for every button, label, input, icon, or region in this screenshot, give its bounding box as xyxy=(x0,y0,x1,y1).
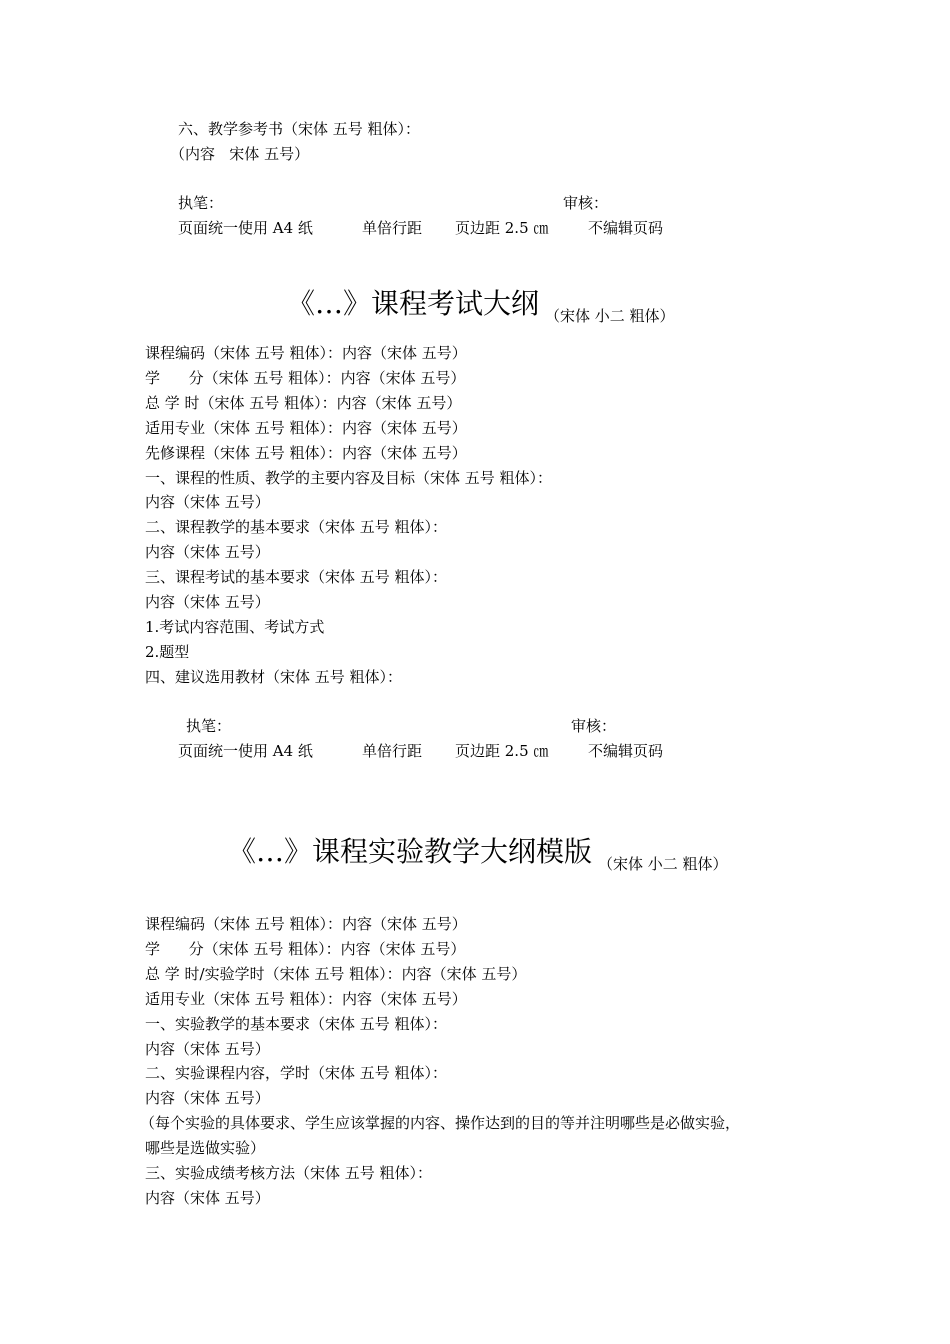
body-line: 内容（宋体 五号） xyxy=(145,593,270,611)
format-page-number: 不编辑页码 xyxy=(588,219,664,237)
body-line: 内容（宋体 五号） xyxy=(145,543,270,562)
writer-label: 执笔： xyxy=(186,717,232,735)
reviewer-label: 审核： xyxy=(563,194,609,212)
writer-label: 执笔： xyxy=(178,194,224,212)
lab-outline-title-block xyxy=(228,834,728,874)
body-line: 四、建议选用教材（宋体 五号 粗体）： xyxy=(145,667,403,686)
format-note-row-1 xyxy=(0,218,950,238)
body-line: 课程编码（宋体 五号 粗体）：内容（宋体 五号） xyxy=(145,915,467,933)
body-line: 三、实验成绩考核方法（宋体 五号 粗体）： xyxy=(145,1164,433,1182)
body-line: 二、课程教学的基本要求（宋体 五号 粗体）： xyxy=(145,518,448,537)
body-line: （每个实验的具体要求、学生应该掌握的内容、操作达到的目的等并注明哪些是必做实验， xyxy=(140,1114,741,1133)
body-line: 总 学 时/实验学时（宋体 五号 粗体）：内容（宋体 五号） xyxy=(145,964,527,983)
references-content-note: （内容 宋体 五号） xyxy=(170,145,310,163)
body-line: 二、实验课程内容，学时（宋体 五号 粗体）： xyxy=(145,1064,448,1083)
body-line: 内容（宋体 五号） xyxy=(145,1039,270,1058)
format-page-number: 不编辑页码 xyxy=(588,742,664,760)
format-margin: 页边距 2.5 ㎝ xyxy=(455,742,549,760)
body-line: 学 分（宋体 五号 粗体）：内容（宋体 五号） xyxy=(145,368,466,387)
format-margin: 页边距 2.5 ㎝ xyxy=(455,219,549,237)
references-heading: 六、教学参考书（宋体 五号 粗体）： xyxy=(178,120,421,138)
signature-row-1 xyxy=(0,193,950,213)
body-line: 学 分（宋体 五号 粗体）：内容（宋体 五号） xyxy=(145,939,466,958)
body-line: 三、课程考试的基本要求（宋体 五号 粗体）： xyxy=(145,568,448,587)
format-paper: 页面统一使用 A4 纸 xyxy=(178,742,313,760)
body-line: 课程编码（宋体 五号 粗体）：内容（宋体 五号） xyxy=(145,344,467,362)
body-line: 先修课程（宋体 五号 粗体）：内容（宋体 五号） xyxy=(145,443,467,462)
format-spacing: 单倍行距 xyxy=(362,219,423,237)
body-line: 内容（宋体 五号） xyxy=(145,1089,270,1108)
exam-outline-title-note: （宋体 小二 粗体） xyxy=(545,307,675,325)
body-line: 2.题型 xyxy=(145,642,190,661)
format-paper: 页面统一使用 A4 纸 xyxy=(178,219,313,237)
reviewer-label: 审核： xyxy=(571,717,617,735)
format-spacing: 单倍行距 xyxy=(362,742,423,760)
exam-outline-title: 《…》课程考试大纲 xyxy=(287,287,540,320)
lab-outline-title-note: （宋体 小二 粗体） xyxy=(598,855,728,873)
signature-row-2 xyxy=(0,716,950,736)
body-line: 适用专业（宋体 五号 粗体）：内容（宋体 五号） xyxy=(145,418,467,437)
body-line: 1.考试内容范围、考试方式 xyxy=(145,617,325,636)
format-note-row-2 xyxy=(0,741,950,761)
body-line: 一、实验教学的基本要求（宋体 五号 粗体）： xyxy=(145,1014,448,1033)
body-line: 内容（宋体 五号） xyxy=(145,1188,270,1207)
body-line: 总 学 时（宋体 五号 粗体）：内容（宋体 五号） xyxy=(145,393,462,412)
body-line: 适用专业（宋体 五号 粗体）：内容（宋体 五号） xyxy=(145,989,467,1008)
body-line: 一、课程的性质、教学的主要内容及目标（宋体 五号 粗体）： xyxy=(145,468,553,487)
lab-outline-title: 《…》课程实验教学大纲模版 xyxy=(228,835,593,868)
body-line: 哪些是选做实验） xyxy=(145,1139,266,1158)
body-line: 内容（宋体 五号） xyxy=(145,493,270,512)
exam-outline-title-block xyxy=(287,286,675,326)
